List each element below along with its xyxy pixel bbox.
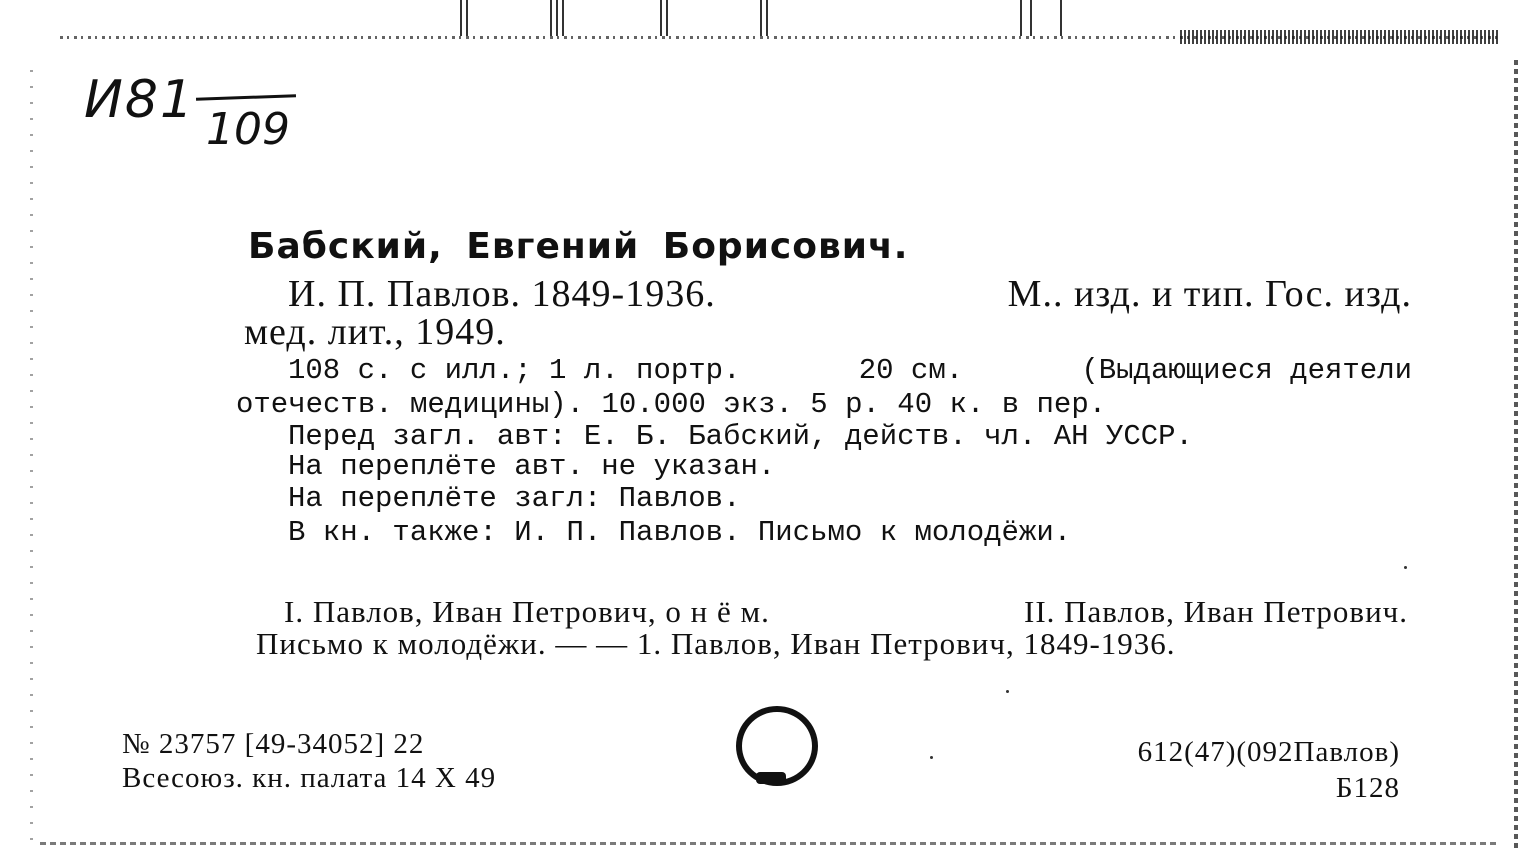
- note-binding-author: На переплёте авт. не указан.: [288, 450, 776, 483]
- handwritten-shelf-number: 109: [206, 104, 290, 155]
- scan-edge-top-ticks: [460, 0, 1100, 36]
- scan-speck: [930, 756, 933, 759]
- note-contents: В кн. также: И. П. Павлов. Письмо к молодёжи.: [288, 516, 1072, 549]
- scan-edge-right: [1514, 60, 1518, 850]
- subject-line-1: [284, 594, 1408, 630]
- collation-line-1: [288, 354, 1412, 387]
- scan-edge-bottom: [40, 842, 1500, 845]
- series-start: (Выдающиеся деятели: [1081, 354, 1412, 387]
- punch-hole-notch: [756, 772, 786, 784]
- scan-edge-left: [30, 70, 33, 840]
- handwritten-shelf-code: И81: [84, 70, 196, 130]
- scan-speck: [1404, 566, 1407, 569]
- subject-entry-2: II. Павлов, Иван Петрович.: [1024, 594, 1408, 629]
- note-binding-title: На переплёте загл: Павлов.: [288, 482, 741, 515]
- scan-speck: [1006, 690, 1009, 693]
- book-chamber: Всесоюз. кн. палата 14 X 49: [122, 762, 497, 794]
- author-heading: Бабский, Евгений Борисович.: [248, 226, 909, 267]
- title-line-2: мед. лит., 1949.: [244, 311, 506, 353]
- scan-edge-top-dense: [1180, 30, 1500, 44]
- author-mark: Б128: [1335, 772, 1400, 804]
- collation-pages: 108 с. с илл.; 1 л. портр.: [288, 354, 741, 387]
- classification-code: 612(47)(092Павлов): [1137, 736, 1400, 768]
- subject-entry-1: I. Павлов, Иван Петрович, о н ё м.: [284, 594, 770, 629]
- collation-size: 20 см.: [858, 354, 964, 387]
- title-text: И. П. Павлов. 1849-1936.: [288, 273, 716, 315]
- note-author: Перед загл. авт: Е. Б. Бабский, действ. чл. АН УССР.: [288, 420, 1193, 453]
- record-number: № 23757 [49-34052] 22: [122, 728, 425, 760]
- handwritten-fraction-bar: [196, 94, 296, 100]
- collation-line-2: отечеств. медицины). 10.000 экз. 5 р. 40 к. в пер.: [236, 388, 1107, 421]
- imprint-text: М.. изд. и тип. Гос. изд.: [1007, 273, 1412, 315]
- subject-line-2: Письмо к молодёжи. — — 1. Павлов, Иван Петрович, 1849-1936.: [256, 626, 1176, 661]
